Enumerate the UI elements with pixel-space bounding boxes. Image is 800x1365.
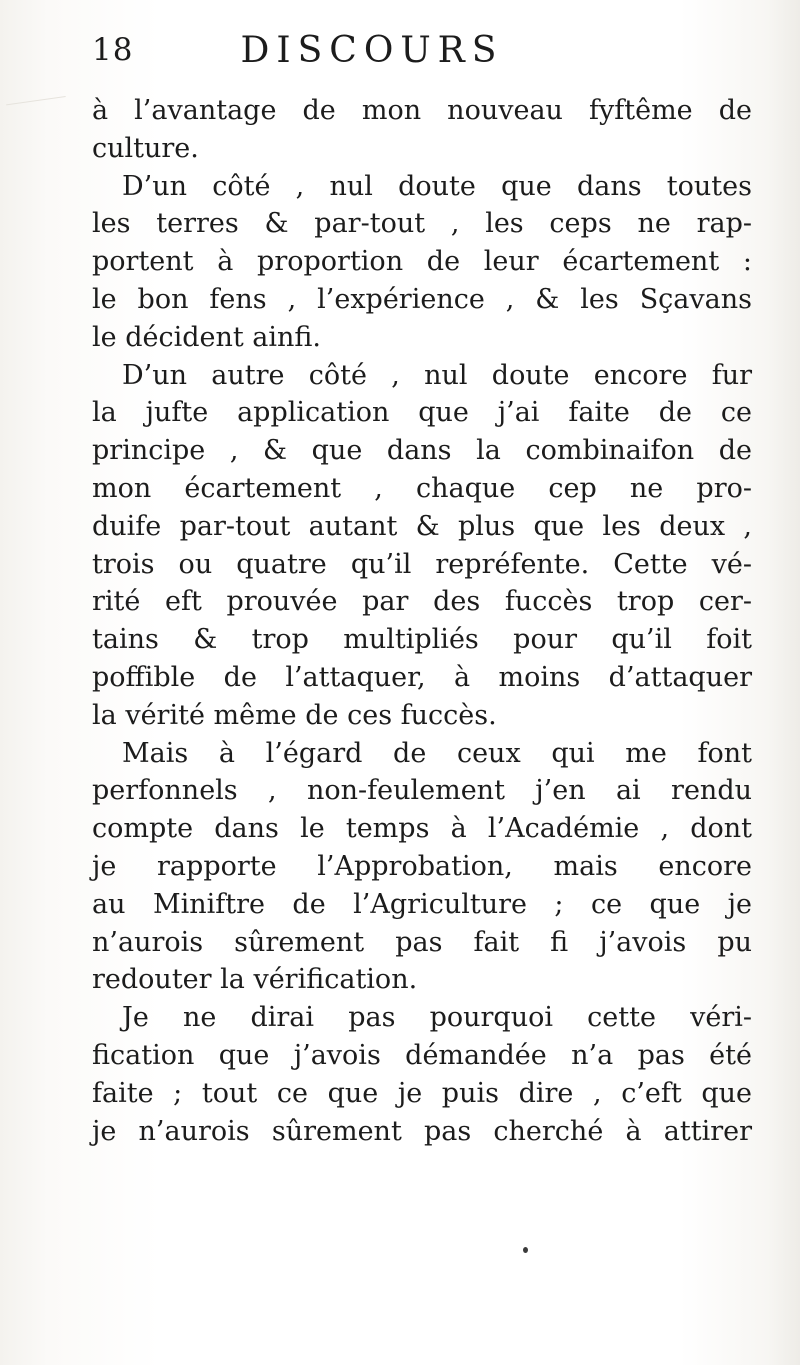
text-line: n’aurois sûrement pas fait fi j’avois pu [92, 926, 752, 958]
text-line: poffible de l’attaquer, à moins d’attaquer [92, 661, 752, 693]
text-line: je rapporte l’Approbation, mais encore [92, 850, 752, 882]
text-line: culture. [92, 132, 199, 164]
text-line: la vérité même de ces fuccès. [92, 699, 497, 731]
ink-spot [523, 1247, 528, 1253]
text-line: à l’avantage de mon nouveau fyftême de [92, 95, 752, 126]
text-line: perfonnels , non-feulement j’en ai rendu [92, 775, 752, 807]
text-line: principe , & que dans la combinaifon de [92, 435, 752, 467]
text-line: D’un côté , nul doute que dans toutes [122, 170, 752, 202]
page-number: 18 [92, 32, 134, 68]
text-line: mon écartement , chaque cep ne pro- [92, 472, 752, 504]
text-line: portent à proportion de leur écartement : [92, 246, 752, 278]
text-line: rité eft prouvée par des fuccès trop cer- [92, 586, 752, 618]
text-line: redouter la vérification. [92, 964, 418, 996]
text-line: le décident ainfi. [92, 321, 322, 353]
paper-crease [6, 96, 70, 135]
page-header [92, 30, 652, 82]
text-line: le bon fens , l’expérience , & les Sçavans [92, 283, 752, 315]
text-line: au Miniftre de l’Agriculture ; ce que je [92, 888, 752, 920]
text-line: faite ; tout ce que je puis dire , c’eft que [92, 1077, 752, 1109]
text-line: D’un autre côté , nul doute encore fur [122, 359, 752, 391]
text-line: Je ne dirai pas pourquoi cette véri- [122, 1002, 752, 1034]
text-line: tains & trop multipliés pour qu’il foit [92, 624, 752, 656]
running-title: DISCOURS [240, 30, 504, 71]
text-line: duife par-tout autant & plus que les deux , [92, 510, 752, 542]
text-line: trois ou quatre qu’il repréfente. Cette vé- [92, 548, 752, 580]
text-line: fication que j’avois démandée n’a pas été [92, 1039, 752, 1071]
text-line: la jufte application que j’ai faite de ce [92, 397, 752, 429]
body-text [92, 92, 752, 1150]
text-line: les terres & par-tout , les ceps ne rap- [92, 208, 752, 240]
text-line: compte dans le temps à l’Académie , dont [92, 813, 752, 845]
text-line: je n’aurois sûrement pas cherché à attirer [92, 1115, 752, 1147]
text-line: Mais à l’égard de ceux qui me font [122, 737, 752, 769]
